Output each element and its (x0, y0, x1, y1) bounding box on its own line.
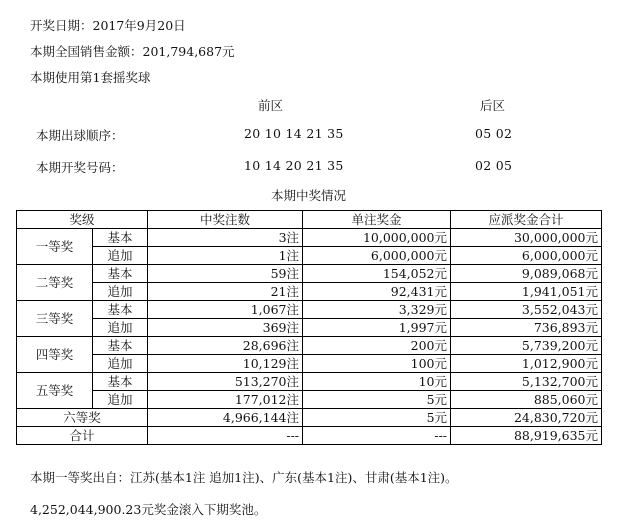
unit-prize: 92,431元 (303, 283, 451, 301)
prize-type: 基本 (93, 373, 148, 391)
prize-type: 追加 (93, 283, 148, 301)
prize-level: 三等奖 (17, 301, 93, 337)
winner-count: 513,270注 (148, 373, 303, 391)
prize-type: 基本 (93, 337, 148, 355)
ball-set: 本期使用第1套摇奖球 (30, 70, 151, 85)
sum-label: 合计 (17, 427, 148, 445)
unit-prize: 5元 (303, 391, 451, 409)
table-row (17, 391, 602, 409)
jackpot-rollover: 4,252,044,900.23元奖金滚入下期奖池。 (30, 502, 267, 517)
table-row (17, 355, 602, 373)
winner-count: 1,067注 (148, 301, 303, 319)
winning-numbers-front: 10 14 20 21 35 (244, 158, 344, 173)
header-unit-prize: 单注奖金 (303, 211, 451, 229)
unit-prize: 1,997元 (303, 319, 451, 337)
unit-prize: 100元 (303, 355, 451, 373)
header-level: 奖级 (17, 211, 148, 229)
total-prize: 3,552,043元 (451, 301, 602, 319)
prize-type: 追加 (93, 391, 148, 409)
prize-type: 基本 (93, 301, 148, 319)
unit-prize: 10,000,000元 (303, 229, 451, 247)
prize-level: 一等奖 (17, 229, 93, 265)
sum-count: --- (148, 427, 303, 445)
header-count: 中奖注数 (148, 211, 303, 229)
prize-type: 追加 (93, 319, 148, 337)
sales-total: 本期全国销售金额：201,794,687元 (30, 44, 235, 59)
table-row (17, 373, 602, 391)
winner-count: 177,012注 (148, 391, 303, 409)
table-row (17, 301, 602, 319)
winner-count: 1注 (148, 247, 303, 265)
first-prize-origin: 本期一等奖出自：江苏(基本1注 追加1注)、广东(基本1注)、甘肃(基本1注)。 (30, 470, 458, 485)
table-row (17, 229, 602, 247)
winner-count: 3注 (148, 229, 303, 247)
table-row (17, 319, 602, 337)
draw-date: 开奖日期：2017年9月20日 (30, 18, 186, 33)
unit-prize: 10元 (303, 373, 451, 391)
table-row (17, 337, 602, 355)
unit-prize: 154,052元 (303, 265, 451, 283)
winner-count: 21注 (148, 283, 303, 301)
table-header-row (17, 211, 602, 229)
unit-prize: 3,329元 (303, 301, 451, 319)
draw-order-front: 20 10 14 21 35 (244, 126, 344, 141)
winner-count: 28,696注 (148, 337, 303, 355)
total-prize: 9,089,068元 (451, 265, 602, 283)
winner-count: 59注 (148, 265, 303, 283)
prize-table (16, 210, 602, 445)
table-row-sum (17, 427, 602, 445)
total-prize: 30,000,000元 (451, 229, 602, 247)
unit-prize: 5元 (303, 409, 451, 427)
back-zone-header: 后区 (480, 98, 506, 113)
total-prize: 5,739,200元 (451, 337, 602, 355)
prize-type: 追加 (93, 247, 148, 265)
prize-table-caption: 本期中奖情况 (270, 188, 346, 203)
prize-type: 追加 (93, 355, 148, 373)
winning-numbers-label: 本期开奖号码： (36, 160, 124, 175)
winning-numbers-back: 02 05 (475, 158, 513, 173)
unit-prize: 200元 (303, 337, 451, 355)
total-prize: 6,000,000元 (451, 247, 602, 265)
prize-type: 基本 (93, 265, 148, 283)
total-prize: 5,132,700元 (451, 373, 602, 391)
unit-prize: 6,000,000元 (303, 247, 451, 265)
total-prize: 885,060元 (451, 391, 602, 409)
total-prize: 1,941,051元 (451, 283, 602, 301)
front-zone-header: 前区 (258, 98, 284, 113)
winner-count: 369注 (148, 319, 303, 337)
header-total-prize: 应派奖金合计 (451, 211, 602, 229)
table-row (17, 283, 602, 301)
sum-total: 88,919,635元 (451, 427, 602, 445)
draw-order-label: 本期出球顺序： (36, 128, 124, 143)
winner-count: 10,129注 (148, 355, 303, 373)
prize-level: 二等奖 (17, 265, 93, 301)
prize-level: 六等奖 (17, 409, 148, 427)
table-row (17, 247, 602, 265)
prize-level: 五等奖 (17, 373, 93, 409)
prize-type: 基本 (93, 229, 148, 247)
total-prize: 736,893元 (451, 319, 602, 337)
table-row (17, 265, 602, 283)
winner-count: 4,966,144注 (148, 409, 303, 427)
sum-unit: --- (303, 427, 451, 445)
draw-order-back: 05 02 (475, 126, 513, 141)
total-prize: 1,012,900元 (451, 355, 602, 373)
total-prize: 24,830,720元 (451, 409, 602, 427)
table-row-sixth-prize (17, 409, 602, 427)
prize-level: 四等奖 (17, 337, 93, 373)
